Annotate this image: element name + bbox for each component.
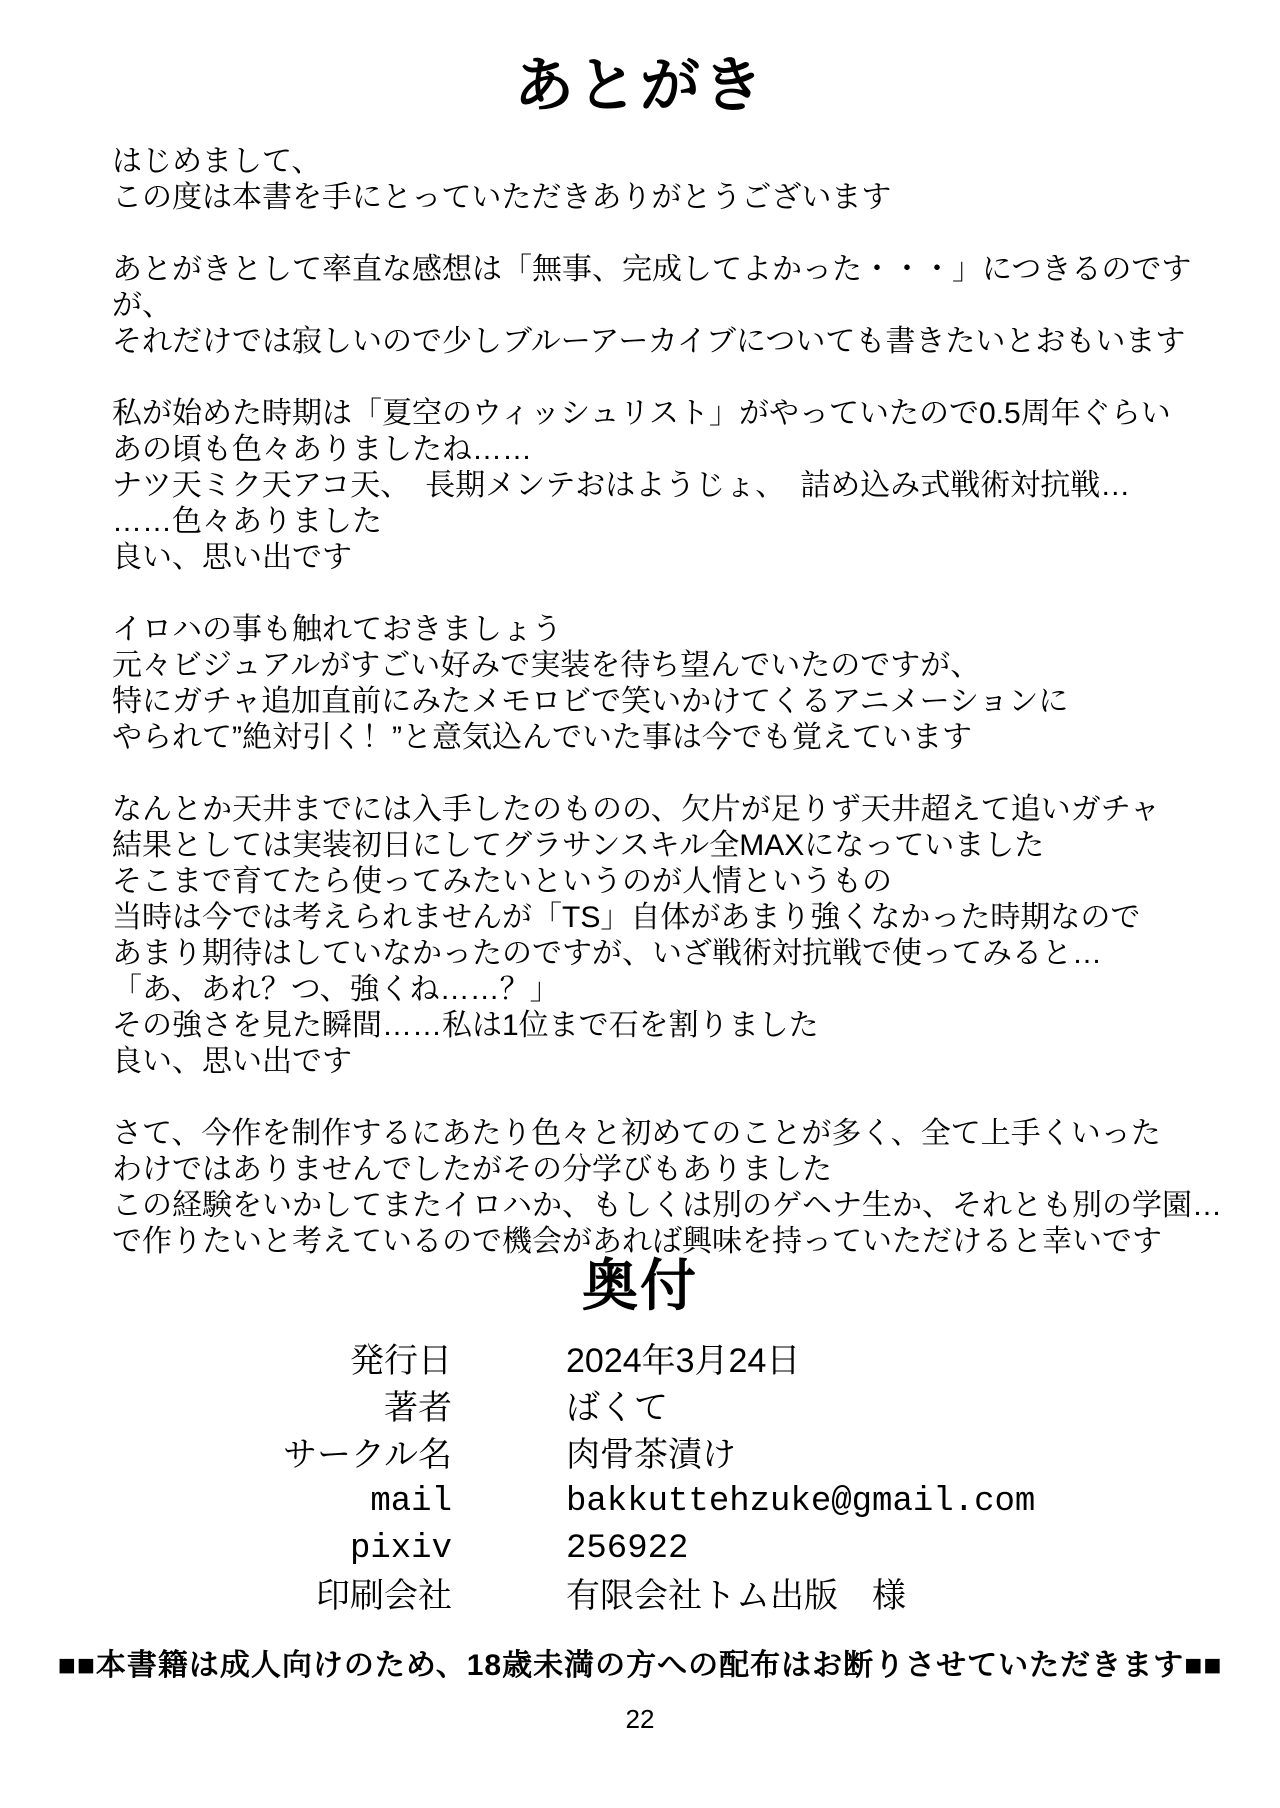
afterword-line: 良い、思い出です <box>112 1045 352 1078</box>
afterword-line: この度は本書を手にとっていただきありがとうございます <box>112 181 892 214</box>
afterword-line: わけではありませんでしたがその分学びもありました <box>112 1153 832 1186</box>
afterword-line: 元々ビジュアルがすごい好みで実装を待ち望んでいたのですが、 <box>112 649 981 682</box>
colophon-row <box>0 1432 1280 1479</box>
afterword-line: あの頃も色々ありましたね…… <box>112 433 532 466</box>
colophon-row-value: bakkuttehzuke@gmail.com <box>566 1483 1036 1521</box>
colophon-row-label: 印刷会社 <box>316 1577 452 1615</box>
colophon-table <box>0 1338 1280 1620</box>
colophon-row-label: mail <box>370 1483 452 1521</box>
afterword-line: 私が始めた時期は「夏空のウィッシュリスト」がやっていたので0.5周年ぐらい <box>112 397 1171 430</box>
afterword-line: イロハの事も触れておきましょう <box>112 613 562 646</box>
colophon-row <box>0 1526 1280 1573</box>
colophon-row-label: サークル名 <box>283 1436 452 1474</box>
afterword-line: 当時は今では考えられませんが「TS」自体があまり強くなかった時期なので <box>112 901 1141 934</box>
afterword-line <box>112 1080 1232 1116</box>
afterword-line: 特にガチャ追加直前にみたメモロビで笑いかけてくるアニメーションに <box>112 685 1069 718</box>
afterword-body <box>112 144 1232 1260</box>
colophon-row-label: 発行日 <box>350 1342 452 1380</box>
afterword-line: で作りたいと考えているので機会があれば興味を持っていただけると幸いです <box>112 1225 1162 1258</box>
afterword-line: そこまで育てたら使ってみたいというのが人情というもの <box>112 865 892 898</box>
afterword-line: 結果としては実装初日にしてグラサンスキル全MAXになっていました <box>112 829 1045 862</box>
afterword-line: ……色々ありました <box>112 505 382 538</box>
afterword-line: あまり期待はしていなかったのですが、いざ戦術対抗戦で使ってみると… <box>112 937 1102 970</box>
colophon-row <box>0 1573 1280 1620</box>
afterword-line: その強さを見た瞬間……私は1位まで石を割りました <box>112 1009 819 1042</box>
page-number: 22 <box>625 1704 655 1734</box>
afterword-line <box>112 216 1232 252</box>
afterword-line: ナツ天ミク天アコ天、 長期メンテおはようじょ、 詰め込み式戦術対抗戦… <box>112 469 1131 502</box>
colophon-row-value: 256922 <box>566 1530 689 1568</box>
adult-content-notice: ■■本書籍は成人向けのため、18歳未満の方への配布はお断りさせていただきます■■ <box>57 1649 1223 1682</box>
colophon-row <box>0 1385 1280 1432</box>
colophon-row-label: 著者 <box>384 1389 452 1427</box>
colophon-row <box>0 1479 1280 1526</box>
afterword-line: あとがきとして率直な感想は「無事、完成してよかった・・・」につきるのですが、 <box>112 253 1192 322</box>
colophon-row-label: pixiv <box>349 1530 452 1568</box>
afterword-line: この経験をいかしてまたイロハか、もしくは別のゲヘナ生か、それとも別の学園… <box>112 1189 1222 1222</box>
afterword-line <box>112 360 1232 396</box>
colophon-row-value: ばくて <box>566 1389 668 1427</box>
afterword-title: あとがき <box>514 53 766 119</box>
afterword-line <box>112 576 1232 612</box>
colophon-title: 奥付 <box>582 1256 698 1318</box>
colophon-row <box>0 1338 1280 1385</box>
colophon-row-value: 有限会社トム出版 様 <box>566 1577 906 1615</box>
afterword-line: 「あ、あれ？つ、強くね……？」 <box>112 973 560 1006</box>
afterword-line: やられて”絶対引く！”と意気込んでいた事は今でも覚えています <box>112 721 972 754</box>
afterword-line: なんとか天井までには入手したのものの、欠片が足りず天井超えて追いガチャ <box>112 793 1160 826</box>
afterword-line: はじめまして、 <box>112 145 322 178</box>
afterword-line: それだけでは寂しいので少しブルーアーカイブについても書きたいとおもいます <box>112 325 1186 358</box>
afterword-line: 良い、思い出です <box>112 541 352 574</box>
colophon-row-value: 肉骨茶漬け <box>566 1436 736 1474</box>
afterword-line <box>112 756 1232 792</box>
afterword-line: さて、今作を制作するにあたり色々と初めてのことが多く、全て上手くいった <box>112 1117 1161 1150</box>
colophon-row-value: 2024年3月24日 <box>566 1342 801 1380</box>
